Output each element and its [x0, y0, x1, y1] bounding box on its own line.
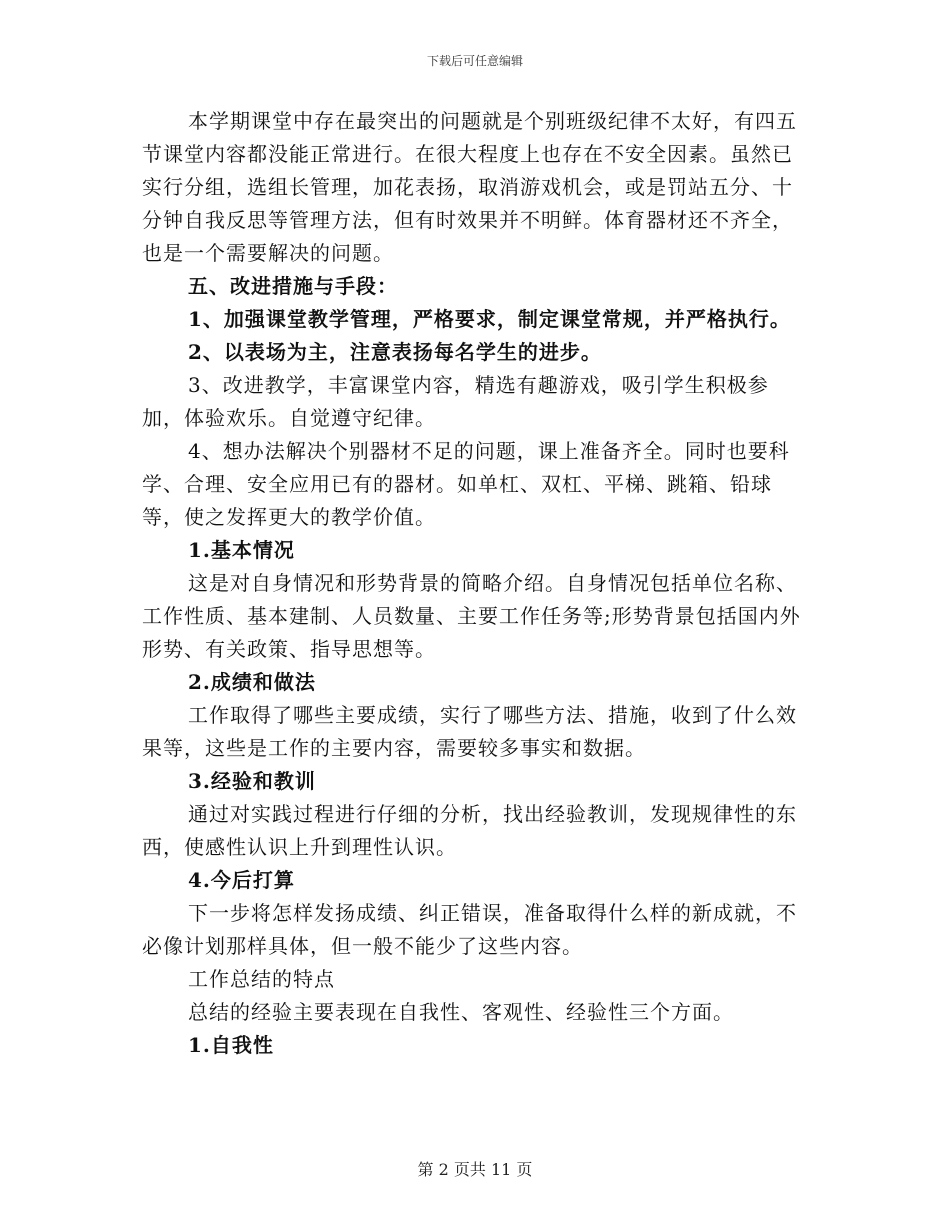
measure-item-1: 1、加强课堂教学管理，严格要求，制定课堂常规，并严格执行。: [188, 307, 791, 331]
paragraph-summary-features: 总结的经验主要表现在自我性、客观性、经验性三个方面。: [188, 1000, 734, 1024]
paragraph-future-plans: 下一步将怎样发扬成绩、纠正错误，准备取得什么样的新成就，不必像计划那样具体，但一般不能少了这些内容。: [142, 901, 797, 958]
page-footer: 第 2 页共 11 页: [417, 1160, 533, 1179]
heading-summary-features: 工作总结的特点: [188, 967, 335, 991]
paragraph-achievements: 工作取得了哪些主要成绩，实行了哪些方法、措施，收到了什么效果等，这些是工作的主要内容，需要较多事实和数据。: [142, 703, 797, 760]
measure-item-4: 4、想办法解决个别器材不足的问题，课上准备齐全。同时也要科学、合理、安全应用已有的器材。如单杠、双杠、平梯、跳箱、铅球等，使之发挥更大的教学价值。: [142, 439, 790, 529]
heading-basic-situation: 1.基本情况: [188, 538, 295, 562]
heading-lessons: 3.经验和教训: [188, 769, 316, 793]
heading-future-plans: 4.今后打算: [188, 868, 295, 892]
paragraph-basic-situation: 这是对自身情况和形势背景的简略介绍。自身情况包括单位名称、工作性质、基本建制、人员数量、主要工作任务等;形势背景包括国内外形势、有关政策、指导思想等。: [142, 571, 801, 661]
measure-item-3: 3、改进教学，丰富课堂内容，精选有趣游戏，吸引学生积极参加，体验欢乐。自觉遵守纪律。: [142, 373, 769, 430]
measure-item-2: 2、以表场为主，注意表扬每名学生的进步。: [188, 340, 602, 364]
heading-achievements: 2.成绩和做法: [188, 670, 316, 694]
document-body: [142, 105, 807, 1062]
heading-self-nature: 1.自我性: [188, 1033, 274, 1057]
page-header: 下载后可任意编辑: [426, 54, 523, 68]
paragraph-lessons: 通过对实践过程进行仔细的分析，找出经验教训，发现规律性的东西，使感性认识上升到理性认识。: [142, 802, 797, 859]
paragraph-problems: 本学期课堂中存在最突出的问题就是个别班级纪律不太好，有四五节课堂内容都没能正常进行。在很大程度上也存在不安全因素。虽然已实行分组，选组长管理，加花表扬，取消游戏机会，或是罚站五分、十分钟自我反思等管理方法，但有时效果并不明鲜。体育器材还不齐全，也是一个需要解决的问题。: [142, 109, 797, 265]
section-heading-improvements: 五、改进措施与手段：: [188, 274, 398, 298]
